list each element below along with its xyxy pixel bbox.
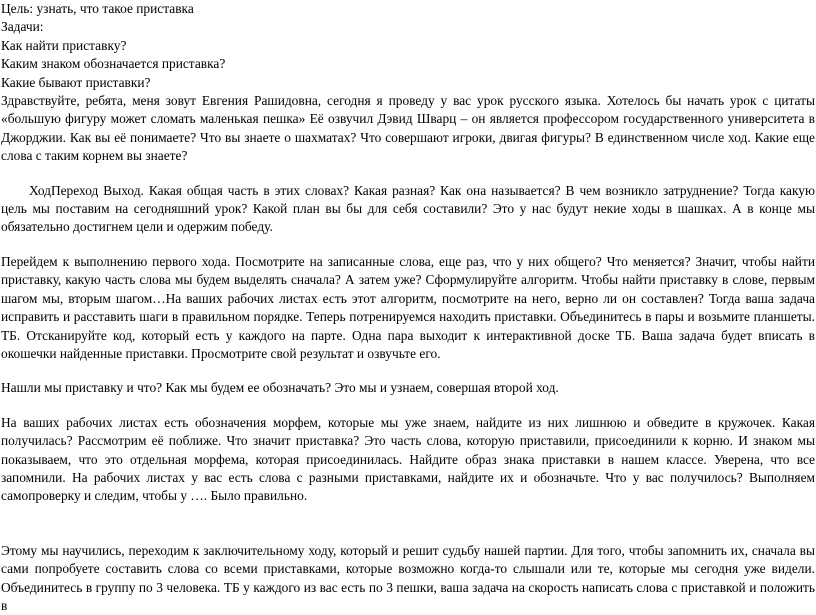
- spacer: [1, 398, 815, 414]
- task-item: Как найти приставку?: [1, 37, 127, 53]
- paragraph-final-move: Этому мы научились, переходим к заключительному ходу, который и решит судьбу нашей партии. Для того, чтобы запомнить их, сначала вы сами попробуете составить слова со всеми приставками, которые возможно когда-то слышали или те, которые мы сегодня уже видели. Объединитесь в группу по 3 человека. ТБ у каждого из вас есть по 3 пешки, ваша задача на скорость написать слова с приставкой и положить в: [1, 542, 815, 613]
- task-item: Какие бывают приставки?: [1, 74, 151, 90]
- tasks-heading: Задачи:: [1, 19, 44, 35]
- lesson-goal: Цель: узнать, что такое приставка: [1, 1, 194, 16]
- task-item: Каким знаком обозначается приставка?: [1, 56, 226, 72]
- paragraph-root-words: ХодПереход Выход. Какая общая часть в этих словах? Какая разная? Как она называется? В чем возникло затруднение? Тогда какую цель мы поставим на сегодняшний урок? Какой план вы бы для себя составили? Это у нас будут некие ходы в шашках. А в конце мы обязательно достигнем цели и одержим победу.: [1, 182, 815, 235]
- paragraph-second-move: На ваших рабочих листах есть обозначения морфем, которые мы уже знаем, найдите из них лишнюю и обведите в кружочек. Какая получилась? Рассмотрим её поближе. Что значит приставка? Это часть слова, которую приставили, присоединили к корню. И знаком мы показываем, что это отдельная морфема, которая присоединилась. Найдите образ знака приставки в нашем классе. Уверена, что все запомнили. На рабочих листах у вас есть слова с разными приставками, найдите их и обозначьте. Что у вас получилось? Выполняем самопроверку и следим, чтобы у …. Было правильно.: [1, 414, 815, 504]
- spacer: [1, 363, 815, 379]
- spacer: [1, 166, 815, 182]
- paragraph-transition: Нашли мы приставку и что? Как мы будем ее обозначать? Это мы и узнаем, совершая второй ход.: [1, 380, 559, 396]
- paragraph-first-move: Перейдем к выполнению первого хода. Посмотрите на записанные слова, еще раз, что у них общего? Что меняется? Значит, чтобы найти приставку, какую часть слова мы будем выделять сначала? А затем уже? Сформулируйте алгоритм. Чтобы найти приставку в слове, первым шагом мы, вторым шагом…На ваших рабочих листах есть этот алгоритм, посмотрите на него, верно ли он составлен? Тогда ваша задача исправить и расставить шаги в правильном порядке. Теперь потренируемся находить приставки. Объединитесь в пары и возьмите планшеты. ТБ. Отсканируйте код, который есть у каждого на парте. Одна пара выходит к интерактивной доске ТБ. Ваша задача будет вписать в окошечки найденные приставки. Просмотрите свой результат и озвучьте его.: [1, 253, 815, 361]
- spacer: [1, 506, 815, 542]
- spacer: [1, 237, 815, 253]
- paragraph-greeting: Здравствуйте, ребята, меня зовут Евгения Рашидовна, сегодня я проведу у вас урок русского языка. Хотелось бы начать урок с цитаты «большую фигуру может сломать маленькая пешка» Её озвучил Дэвид Шварц – он является профессором государственного университета в Джорджии. Как вы её понимаете? Что вы знаете о шахматах? Что совершают игроки, двигая фигуры? В единственном числе ход. Какие еще слова с таким корнем вы знаете?: [1, 93, 815, 164]
